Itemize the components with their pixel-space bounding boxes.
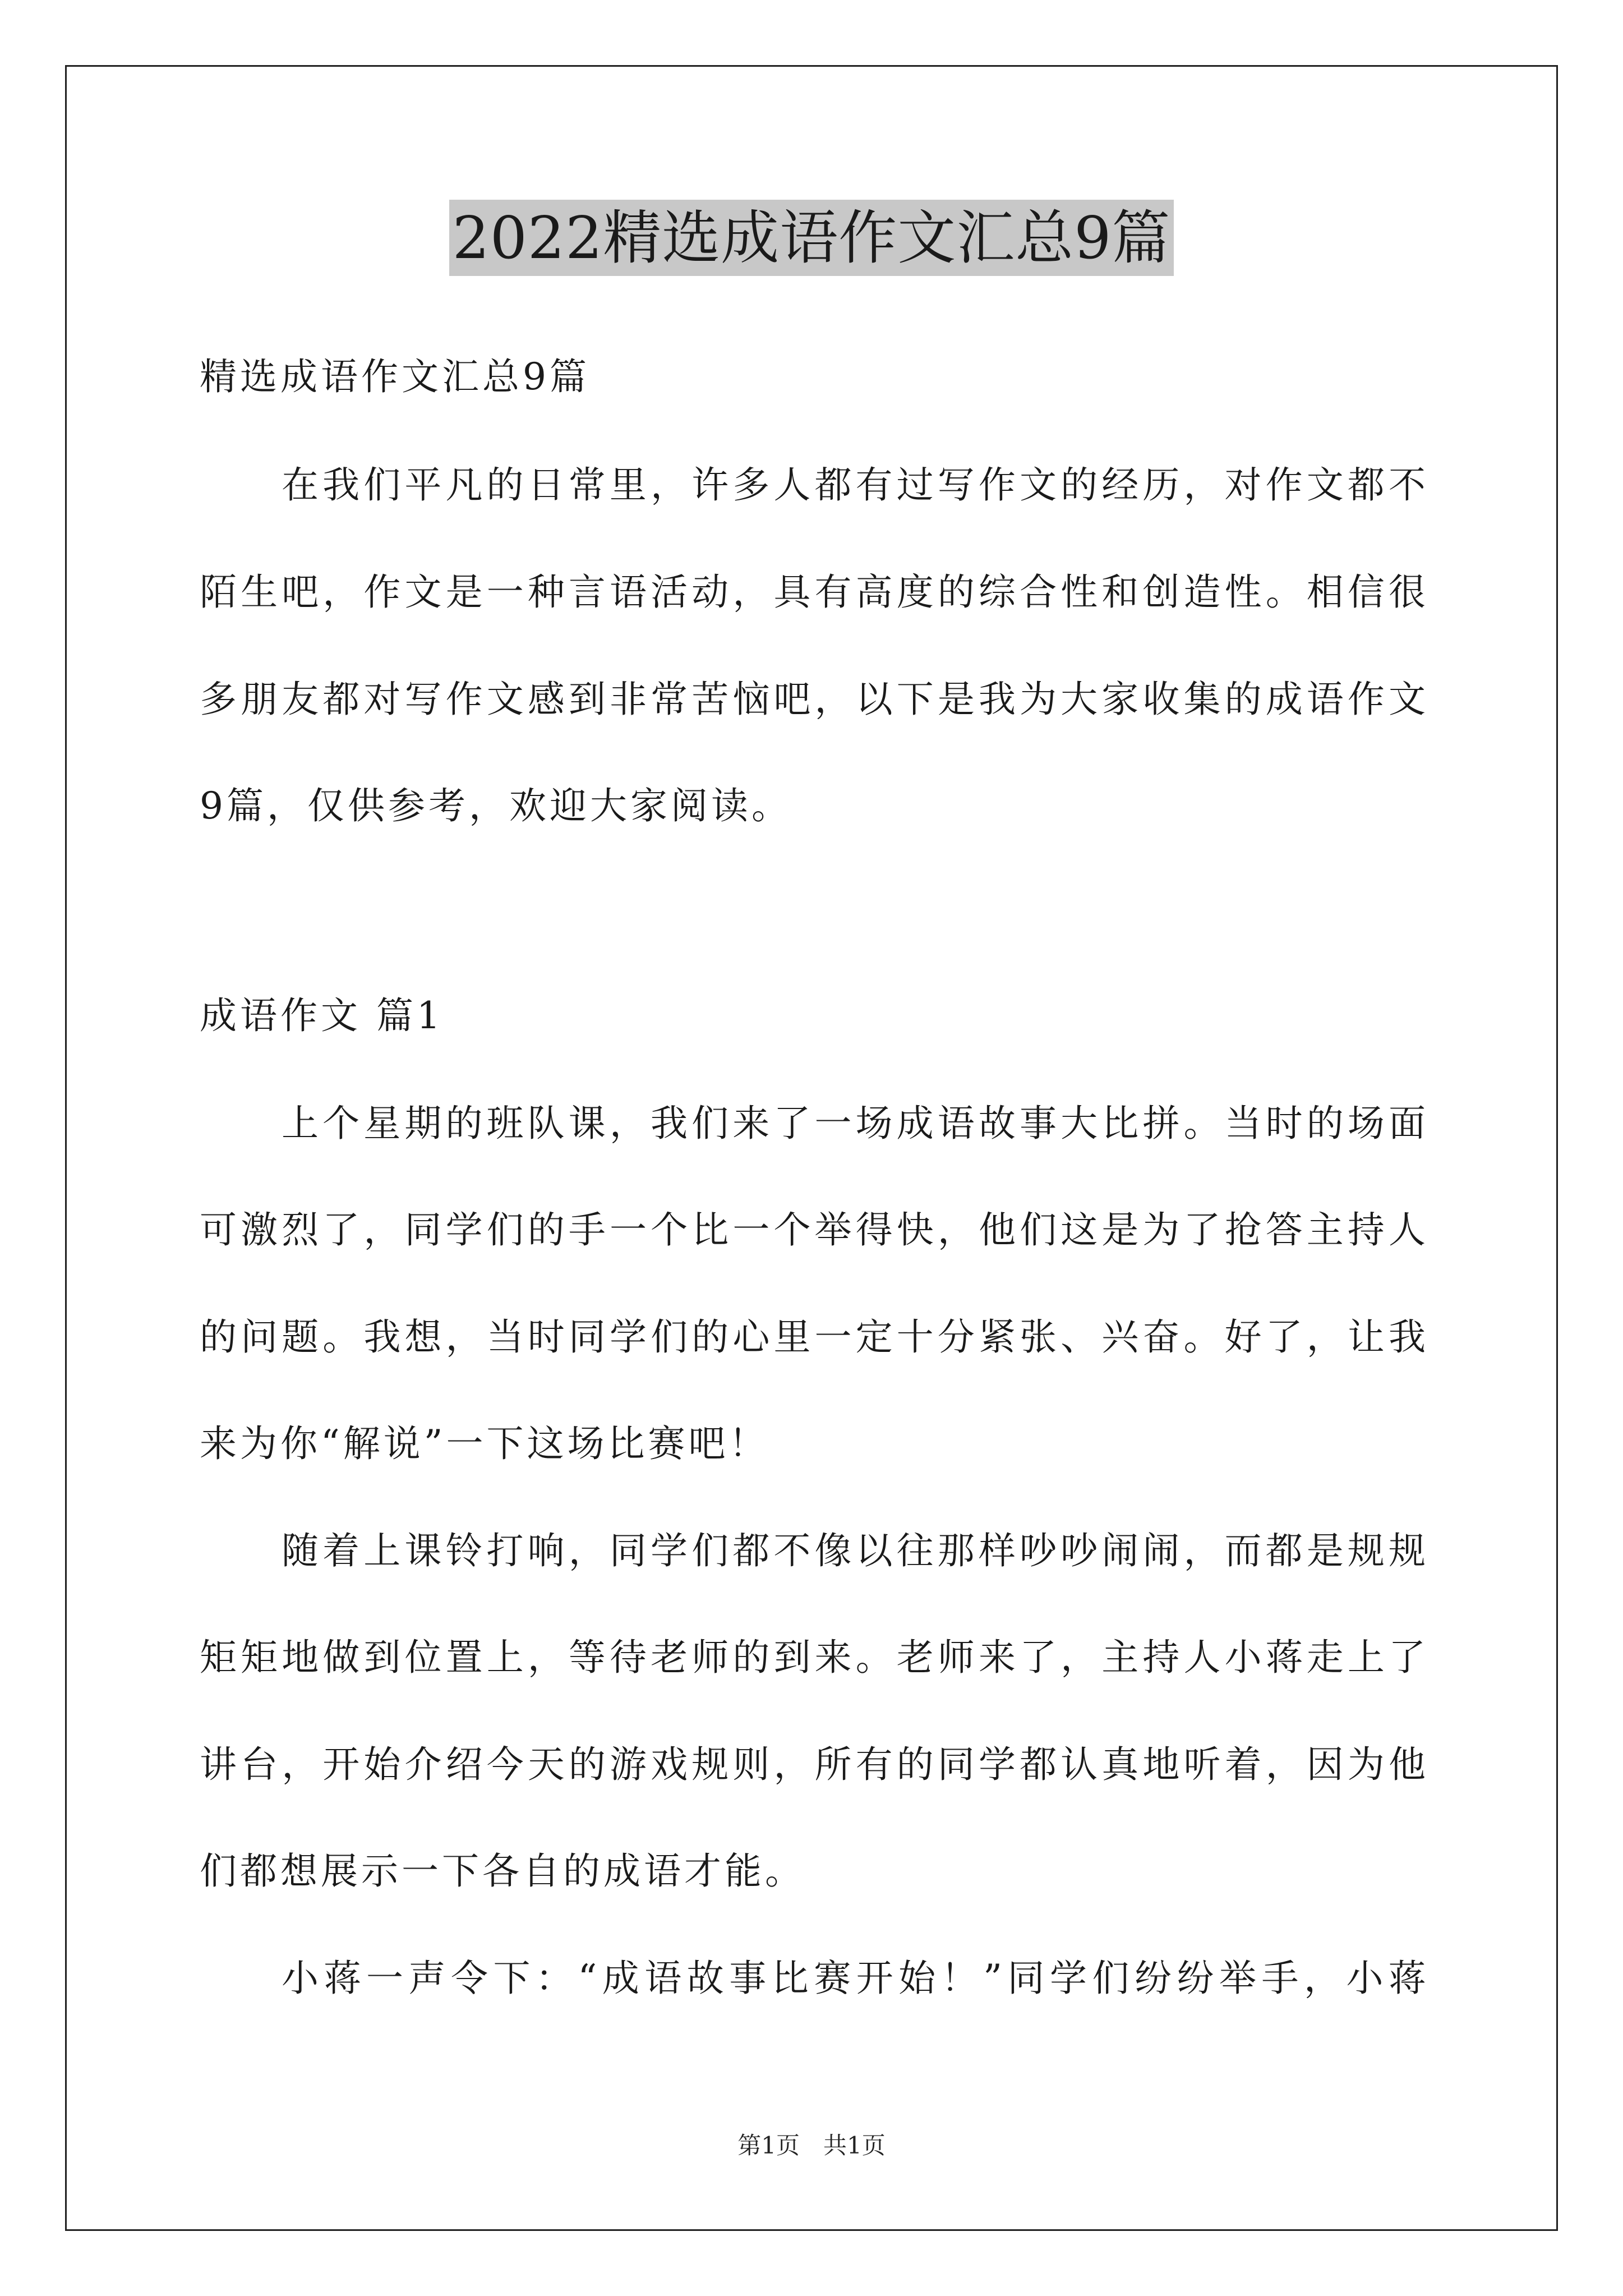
document-title: 2022精选成语作文汇总9篇 xyxy=(449,200,1174,276)
paragraph-2-line-4: 们都想展示一下各自的成语才能。 xyxy=(200,1849,805,1893)
section-heading: 成语作文 篇1 xyxy=(200,994,444,1037)
intro-line-1: 在我们平凡的日常里，许多人都有过写作文的经历，对作文都不 xyxy=(282,463,1426,507)
paragraph-2-line-2: 矩矩地做到位置上，等待老师的到来。老师来了，主持人小蒋走上了 xyxy=(200,1636,1426,1679)
page-footer: 第1页 共1页 xyxy=(737,2132,886,2159)
paragraph-3-line-1: 小蒋一声令下：“成语故事比赛开始！”同学们纷纷举手，小蒋 xyxy=(282,1957,1426,2000)
paragraph-2-line-3: 讲台，开始介绍今天的游戏规则，所有的同学都认真地听着，因为他 xyxy=(200,1743,1426,1786)
intro-line-3: 多朋友都对写作文感到非常苦恼吧，以下是我为大家收集的成语作文 xyxy=(200,678,1426,721)
intro-line-4: 9篇，仅供参考，欢迎大家阅读。 xyxy=(200,784,792,827)
paragraph-2-line-1: 随着上课铃打响，同学们都不像以往那样吵吵闹闹，而都是规规 xyxy=(282,1529,1426,1572)
paragraph-1-line-3: 的问题。我想，当时同学们的心里一定十分紧张、兴奋。好了，让我 xyxy=(200,1315,1426,1359)
paragraph-1-line-1: 上个星期的班队课，我们来了一场成语故事大比拼。当时的场面 xyxy=(282,1102,1426,1145)
document-subtitle: 精选成语作文汇总9篇 xyxy=(200,355,590,398)
intro-line-2: 陌生吧，作文是一种言语活动，具有高度的综合性和创造性。相信很 xyxy=(200,570,1426,614)
paragraph-1-line-2: 可激烈了，同学们的手一个比一个举得快，他们这是为了抢答主持人 xyxy=(200,1208,1426,1251)
paragraph-1-line-4: 来为你“解说”一下这场比赛吧！ xyxy=(200,1422,769,1465)
